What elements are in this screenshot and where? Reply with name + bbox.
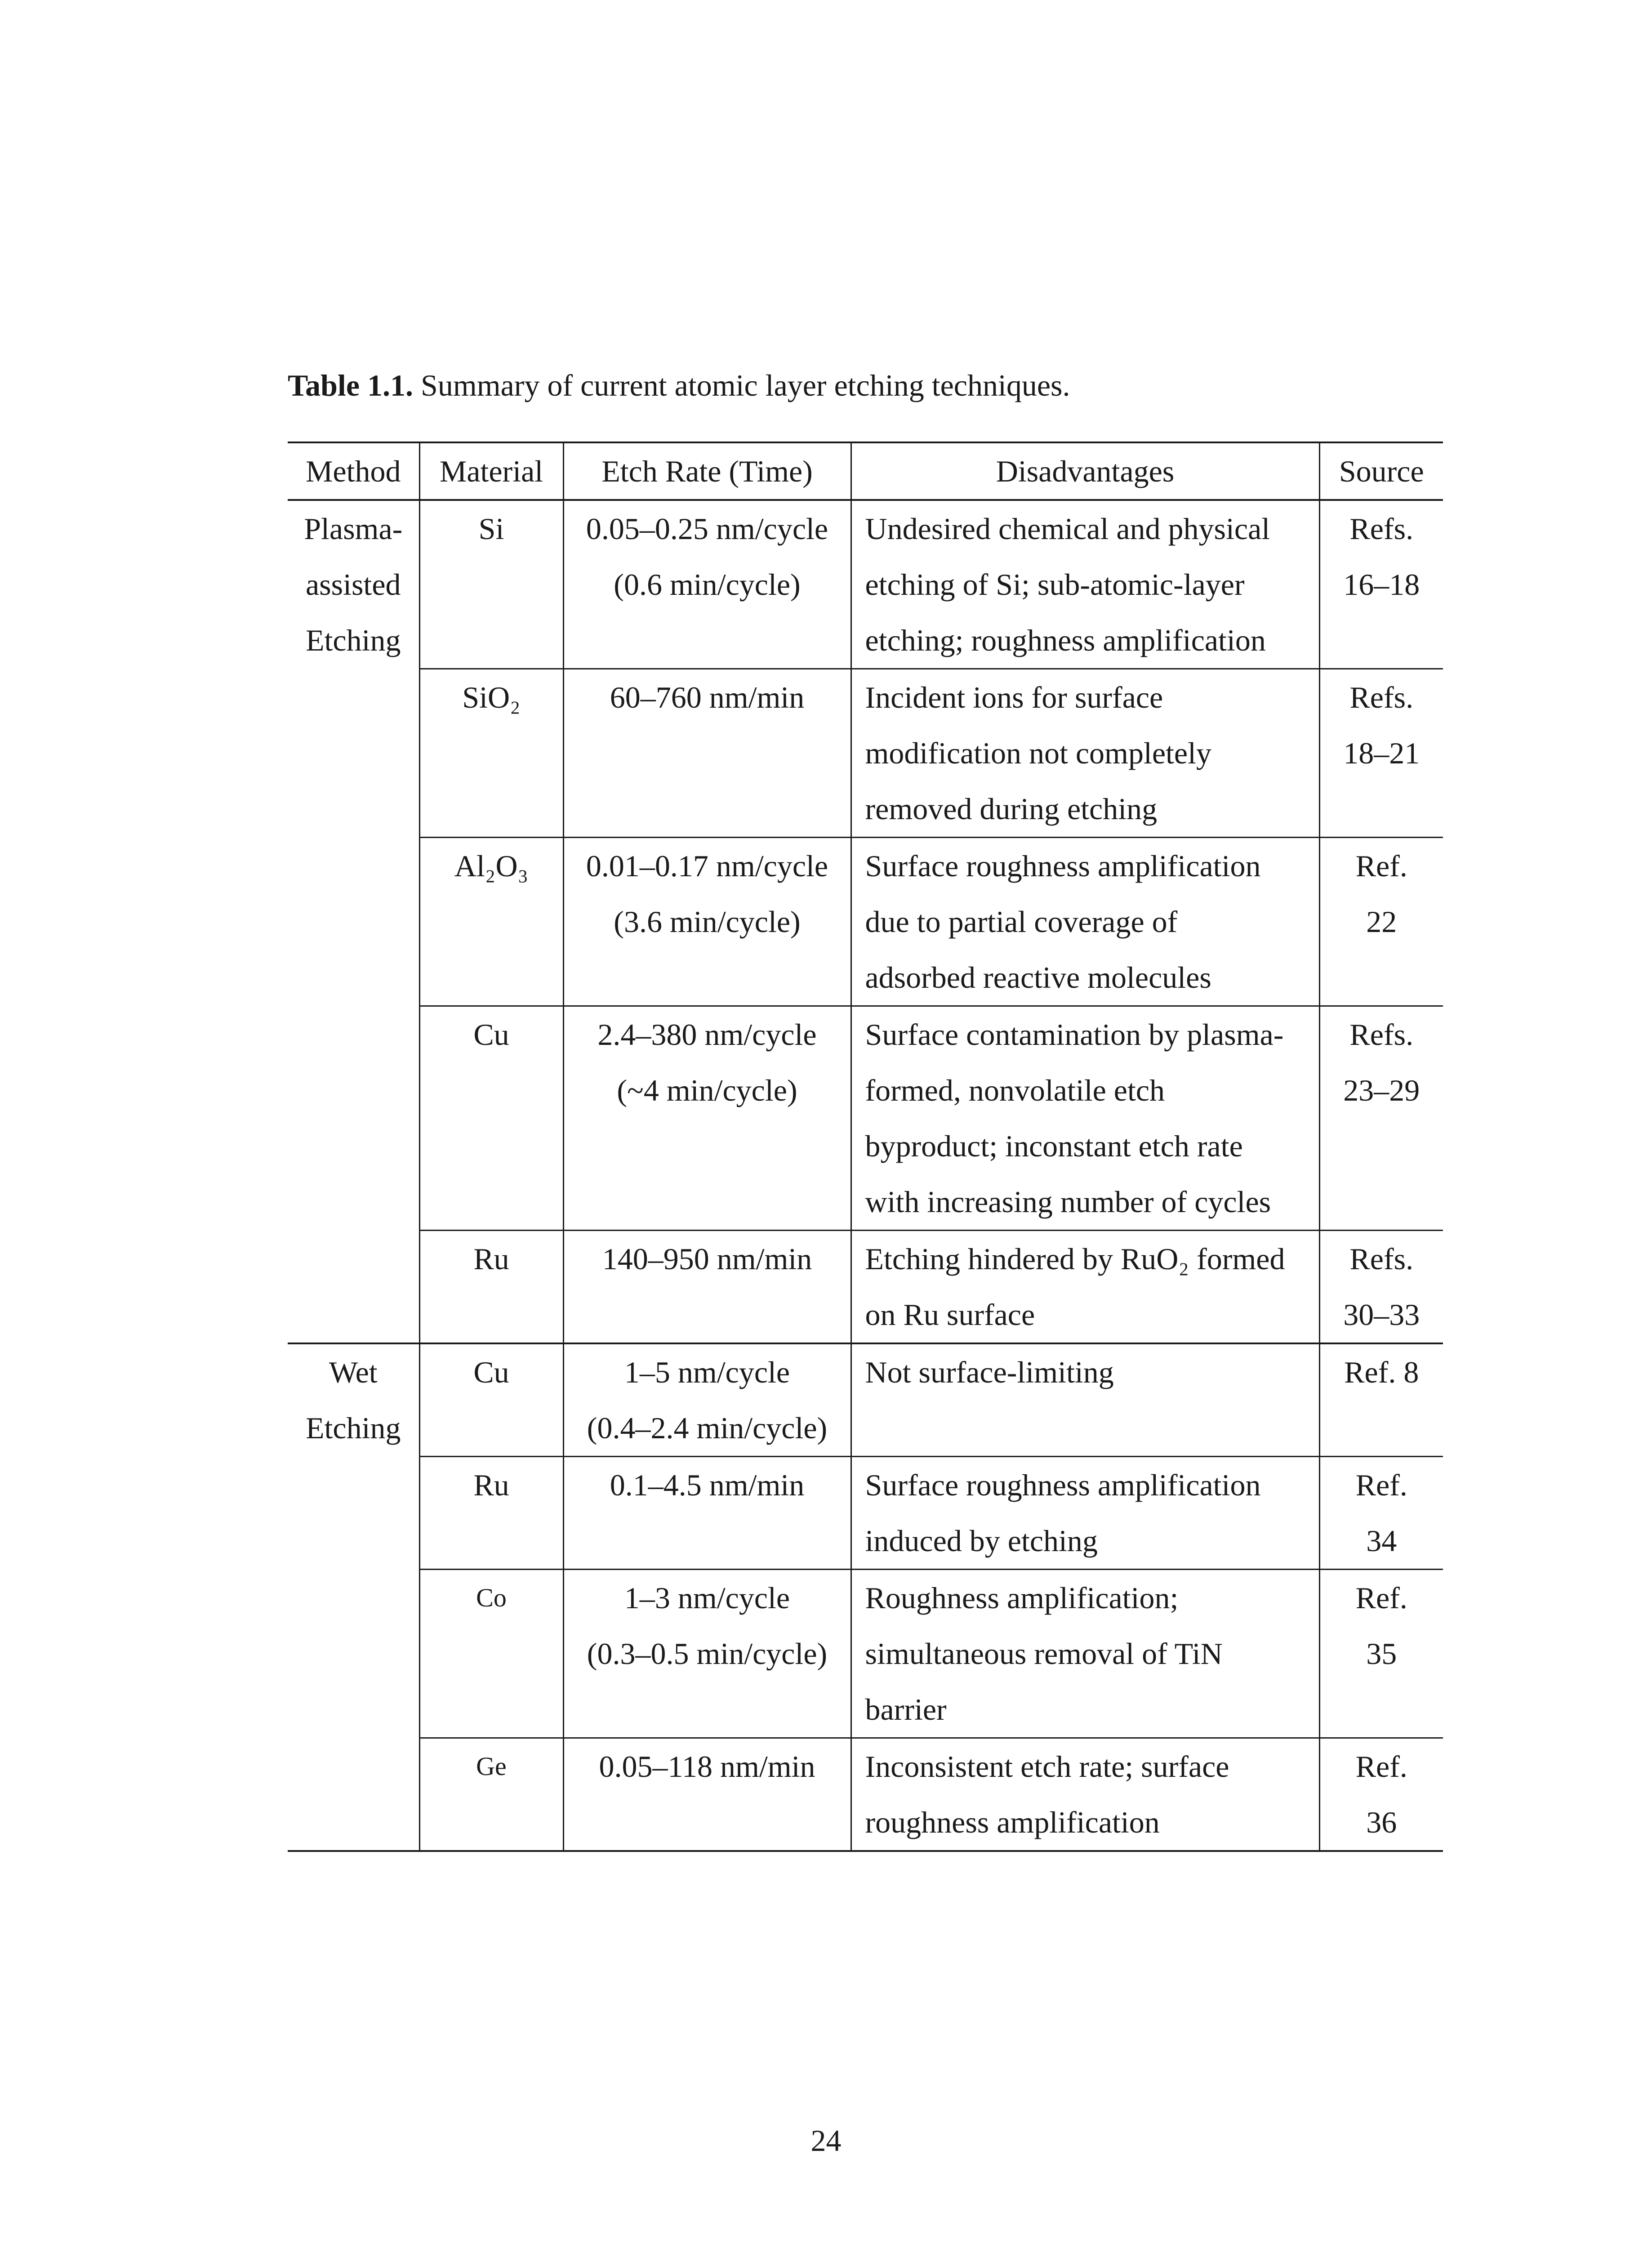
source-text: Ref. 36 <box>1355 1749 1407 1839</box>
etch-rate-cell <box>563 669 851 838</box>
source-text: Refs. 30–33 <box>1343 1242 1420 1332</box>
material-cell: Al₂O₃ <box>419 838 563 1006</box>
table-caption-text: Summary of current atomic layer etching techniques. <box>413 368 1070 402</box>
header-source: Source <box>1319 442 1443 500</box>
disadvantages-text: Roughness amplification; simultaneous removal of TiN barrier <box>865 1581 1223 1726</box>
method-label: Plasma- assisted Etching <box>304 512 403 657</box>
header-disadvantages: Disadvantages <box>851 442 1319 500</box>
method-wet-etching <box>288 1343 419 1851</box>
table-row <box>288 1343 1443 1457</box>
disadvantages-text: Etching hindered by RuO₂ formed on Ru surface <box>865 1242 1285 1332</box>
table-caption-label: Table 1.1. <box>288 368 414 402</box>
etch-rate-cell <box>563 1231 851 1344</box>
source-text: Refs. 18–21 <box>1343 680 1420 770</box>
etch-rate-text: 1–5 nm/cycle (0.4–2.4 min/cycle) <box>587 1355 828 1445</box>
etch-rate-text: 60–760 nm/min <box>610 680 805 714</box>
disadvantages-text: Not surface-limiting <box>865 1355 1114 1389</box>
etch-rate-text: 2.4–380 nm/cycle (~4 min/cycle) <box>597 1017 817 1107</box>
etch-rate-text: 140–950 nm/min <box>602 1242 812 1276</box>
table-row <box>288 1231 1443 1344</box>
etch-rate-cell <box>563 1457 851 1570</box>
source-text: Refs. 16–18 <box>1343 512 1420 602</box>
disadvantages-text: Inconsistent etch rate; surface roughness amplification <box>865 1749 1229 1839</box>
page-number: 24 <box>810 2123 842 2158</box>
material-cell: Ru <box>419 1457 563 1570</box>
disadvantages-text: Surface roughness amplification induced by etching <box>865 1468 1261 1558</box>
etch-rate-cell <box>563 1343 851 1457</box>
disadvantages-text: Incident ions for surface modification not completely removed during etching <box>865 680 1211 826</box>
source-cell <box>1319 1738 1443 1851</box>
disadvantages-text: Surface roughness amplification due to partial coverage of adsorbed reactive molecules <box>865 849 1261 995</box>
disadvantages-cell <box>851 1738 1319 1851</box>
etch-rate-cell <box>563 1738 851 1851</box>
source-text: Refs. 23–29 <box>1343 1017 1420 1107</box>
material-cell: Cu <box>419 1343 563 1457</box>
source-cell <box>1319 669 1443 838</box>
source-text: Ref. 8 <box>1344 1355 1419 1389</box>
table-caption <box>288 365 1070 406</box>
material-cell: Si <box>419 500 563 669</box>
source-text: Ref. 22 <box>1355 849 1407 939</box>
etch-rate-cell <box>563 1006 851 1231</box>
material-cell: Co <box>419 1570 563 1738</box>
disadvantages-text: Surface contamination by plasma- formed, nonvolatile etch byproduct; inconstant etch rate with increasing number of cycles <box>865 1017 1284 1219</box>
source-cell <box>1319 838 1443 1006</box>
source-cell <box>1319 1231 1443 1344</box>
etch-rate-cell <box>563 838 851 1006</box>
material-cell: SiO₂ <box>419 669 563 838</box>
source-text: Ref. 34 <box>1355 1468 1407 1558</box>
disadvantages-cell <box>851 1457 1319 1570</box>
disadvantages-cell <box>851 1570 1319 1738</box>
etch-rate-cell <box>563 500 851 669</box>
etch-rate-text: 0.01–0.17 nm/cycle (3.6 min/cycle) <box>586 849 828 939</box>
etch-rate-cell <box>563 1570 851 1738</box>
material-cell: Ge <box>419 1738 563 1851</box>
etch-rate-text: 0.05–0.25 nm/cycle (0.6 min/cycle) <box>586 512 828 602</box>
source-cell <box>1319 1343 1443 1457</box>
disadvantages-cell <box>851 669 1319 838</box>
table-row <box>288 1738 1443 1851</box>
source-cell <box>1319 1570 1443 1738</box>
source-cell <box>1319 500 1443 669</box>
etch-rate-text: 0.05–118 nm/min <box>599 1749 815 1784</box>
material-cell: Ru <box>419 1231 563 1344</box>
method-plasma-assisted <box>288 500 419 1343</box>
header-method: Method <box>288 442 419 500</box>
disadvantages-cell <box>851 1231 1319 1344</box>
table-row <box>288 1570 1443 1738</box>
header-etch-rate: Etch Rate (Time) <box>563 442 851 500</box>
material-cell: Cu <box>419 1006 563 1231</box>
table-row <box>288 669 1443 838</box>
table-row <box>288 838 1443 1006</box>
disadvantages-cell <box>851 1343 1319 1457</box>
method-label: Wet Etching <box>305 1355 401 1445</box>
etching-techniques-table <box>288 442 1443 1852</box>
table-row <box>288 1006 1443 1231</box>
etch-rate-text: 1–3 nm/cycle (0.3–0.5 min/cycle) <box>587 1581 828 1671</box>
source-cell <box>1319 1457 1443 1570</box>
disadvantages-cell <box>851 1006 1319 1231</box>
table-row <box>288 1457 1443 1570</box>
source-cell <box>1319 1006 1443 1231</box>
disadvantages-text: Undesired chemical and physical etching of Si; sub-atomic-layer etching; roughness amplification <box>865 512 1270 657</box>
table-header-row <box>288 442 1443 500</box>
header-material: Material <box>419 442 563 500</box>
disadvantages-cell <box>851 500 1319 669</box>
source-text: Ref. 35 <box>1355 1581 1407 1671</box>
etch-rate-text: 0.1–4.5 nm/min <box>610 1468 805 1502</box>
table-row <box>288 500 1443 669</box>
disadvantages-cell <box>851 838 1319 1006</box>
